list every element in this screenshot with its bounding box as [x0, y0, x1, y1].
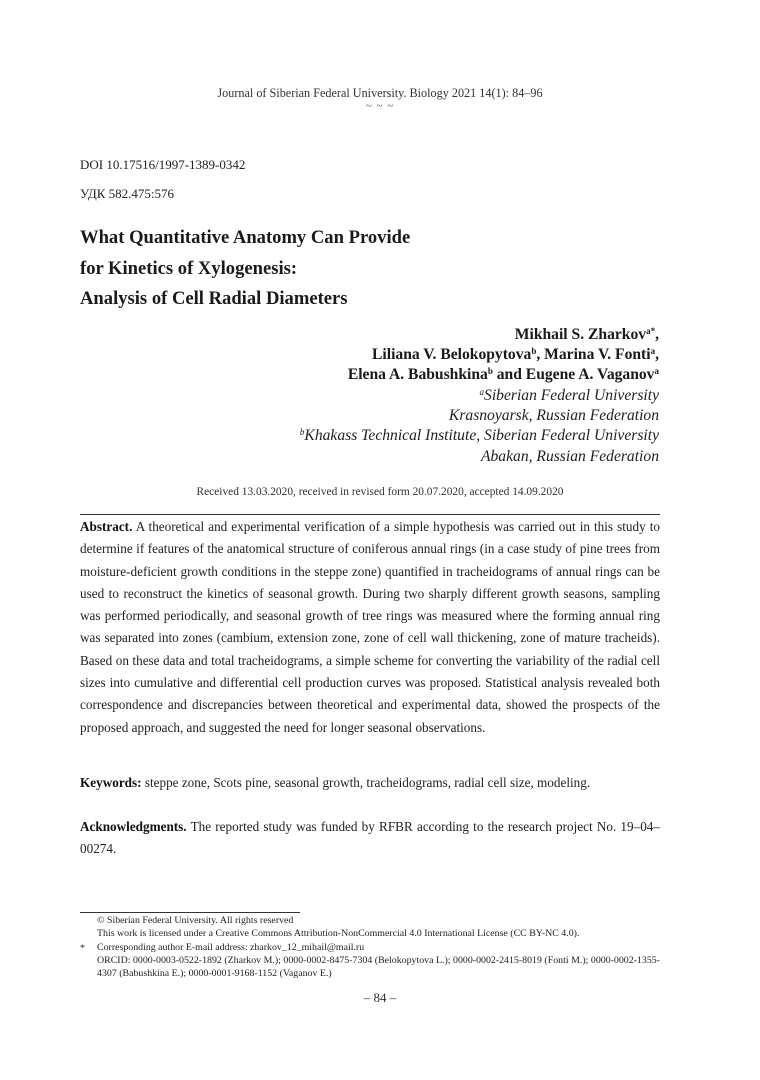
keywords-text: steppe zone, Scots pine, seasonal growth, tracheidograms, radial cell size, modeling. [141, 775, 591, 790]
author-line-1 [348, 325, 659, 345]
received-dates: Received 13.03.2020, received in revised form 20.07.2020, accepted 14.09.2020 [196, 486, 564, 498]
affiliation-a-line-1 [300, 386, 659, 406]
punctuation: , [655, 346, 659, 364]
license-text: This work is licensed under a Creative Commons Attribution-NonCommercial 4.0 International License (CC BY-NC 4.0). [97, 928, 580, 940]
affiliation-b-line-1 [300, 426, 659, 446]
separator: , [536, 346, 545, 364]
page-number: – 84 – [363, 990, 397, 1005]
affiliation-marker: b [531, 346, 537, 357]
keywords [80, 772, 680, 794]
affiliation-b-line-2: Abakan, Russian Federation [480, 447, 659, 465]
author-name: Eugene A. Vaganov [525, 366, 655, 384]
affiliation-marker: a* [646, 326, 656, 337]
copyright-text: © Siberian Federal University. All rights reserved [97, 915, 294, 926]
abstract-text: A theoretical and experimental verification of a simple hypothesis was carried out in this study to determine if features of the anatomical structure of coniferous annual rings (in a case study of pine trees from moisture-deficient growth conditions in the steppe zone) quantified in tracheidograms of annual rings can be used to reconstruct the kinetics of seasonal growth. During two sharply different growth seasons, sampling was performed periodically, and seasonal growth of tree rings was measured where the forming annual ring was separated into zones (cambium, extension zone, zone of cell wall thickening, zone of mature tracheids). Based on these data and total tracheidograms, a simple scheme for converting the variability of the radial cell sizes into cumulative and differential cell production curves was proposed. Statistical analysis revealed both correspondence and discrepancies between theoretical and experimental data, showed the prospects of the proposed approach, and suggested the need for longer seasonal observations. [80, 519, 660, 735]
author-name: Liliana V. Belokopytova [372, 346, 532, 364]
affiliation-marker: b [299, 427, 305, 438]
author-name: Marina V. Fonti [544, 346, 651, 364]
title-line-1: What Quantitative Anatomy Can Provide [80, 227, 411, 248]
license-note [80, 927, 660, 940]
corresponding-author-note [80, 941, 660, 954]
asterisk-marker: * [80, 942, 85, 954]
abstract [80, 516, 660, 739]
author-list [348, 325, 659, 386]
corresponding-text: Corresponding author E-mail address: zharkov_12_mihail@mail.ru [97, 941, 365, 953]
affiliation-name: Siberian Federal University [484, 387, 659, 404]
orcid-text: ORCID: 0000-0003-0522-1892 (Zharkov M.); 0000-0002-8475-7304 (Belokopytova L.); 0000-0002-2415-8019 (Fonti M.); 0000-0002-1355-4307 (Babushkina E.); 0000-0001-9168-1152 (Vaganov E.) [97, 954, 660, 980]
footnote-rule [80, 912, 300, 913]
horizontal-rule [80, 514, 660, 515]
affiliation-marker: b [487, 366, 493, 377]
udk-code: УДК 582.475:576 [80, 186, 175, 201]
separator: and [492, 366, 526, 384]
journal-citation: Journal of Siberian Federal University. Biology 2021 14(1): 84–96 [217, 86, 543, 100]
author-name: Elena A. Babushkina [347, 366, 488, 384]
author-line-3 [348, 365, 659, 385]
author-name: Mikhail S. Zharkov [514, 326, 647, 343]
copyright-note [80, 914, 660, 927]
affiliation-marker: a [479, 387, 485, 398]
doi: DOI 10.17516/1997-1389-0342 [80, 157, 246, 172]
paper-title [80, 223, 410, 315]
abstract-label: Abstract. [80, 519, 133, 534]
affiliation-name: Khakass Technical Institute, Siberian Federal University [304, 427, 659, 445]
affiliation-marker: a [654, 366, 659, 377]
header-ornament: ~ ~ ~ [365, 100, 395, 112]
affiliations [300, 386, 659, 467]
punctuation: , [655, 326, 659, 343]
acknowledgments [80, 816, 660, 860]
keywords-label: Keywords: [80, 775, 142, 790]
acknowledgments-text: The reported study was funded by RFBR according to the research project No. 19–04–00274. [80, 819, 660, 856]
title-line-2: for Kinetics of Xylogenesis: [80, 257, 298, 279]
footnotes [80, 914, 660, 980]
author-line-2 [348, 345, 659, 365]
acknowledgments-label: Acknowledgments. [80, 819, 187, 834]
orcid-note [80, 954, 660, 981]
affiliation-a-line-2: Krasnoyarsk, Russian Federation [448, 407, 659, 425]
title-line-3: Analysis of Cell Radial Diameters [80, 288, 348, 309]
affiliation-marker: a [650, 346, 656, 357]
